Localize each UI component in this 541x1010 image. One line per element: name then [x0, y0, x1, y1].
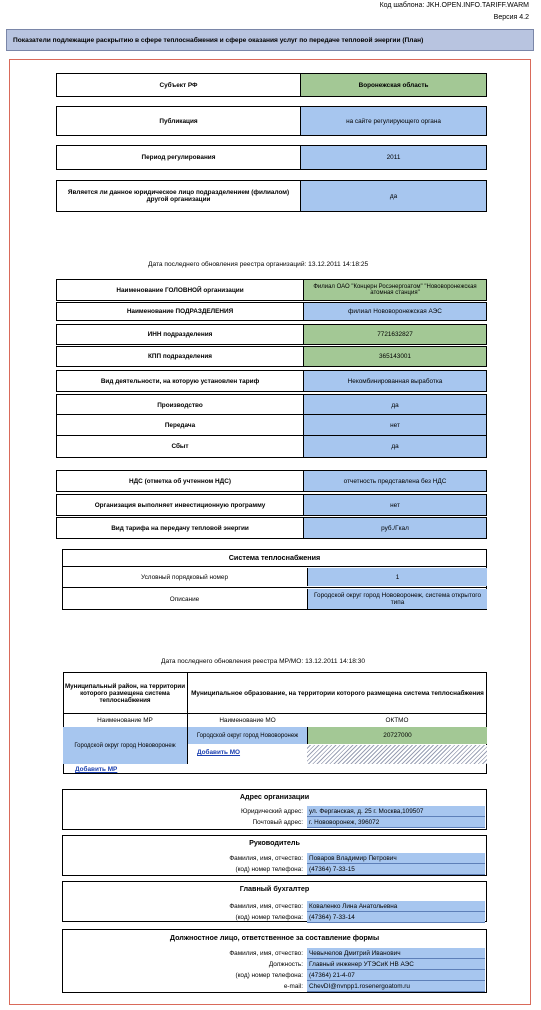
field-label: Субъект РФ: [57, 74, 301, 96]
field-label: Должность:: [268, 961, 303, 968]
field-value[interactable]: нет: [304, 415, 486, 435]
field-value[interactable]: нет: [304, 495, 486, 515]
field-tariff-type: [56, 517, 487, 539]
mo-registry-update-note: Дата последнего обновления реестра МР/МО: 13.12.2011 14:18:30: [161, 658, 366, 665]
field-value[interactable]: Коваленко Лина Анатольевна: [307, 901, 485, 912]
field-vat: [56, 470, 487, 492]
field-value[interactable]: 2011: [301, 146, 486, 169]
field-label: Фамилия, имя, отчество:: [229, 950, 303, 957]
heat-system-title: Система теплоснабжения: [228, 553, 321, 562]
field-value[interactable]: (47364) 7-33-14: [307, 912, 485, 923]
field-value[interactable]: 7721632827: [304, 325, 486, 344]
field-transfer: [56, 414, 487, 436]
field-label: НДС (отметка об учтенном НДС): [57, 471, 304, 491]
field-label: Сбыт: [57, 436, 304, 457]
field-label: Организация выполняет инвестиционную программу: [57, 495, 304, 515]
field-value[interactable]: Чевычелов Дмитрий Иванович: [307, 948, 485, 959]
field-value[interactable]: (47364) 7-33-15: [307, 864, 485, 875]
field-label: Наименование ГОЛОВНОЙ организации: [57, 280, 304, 300]
field-value[interactable]: г. Нововоронеж, 396072: [307, 817, 485, 828]
mo-name-column: Наименование МО: [219, 716, 276, 724]
field-label: Вид тарифа на передачу тепловой энергии: [57, 518, 304, 538]
oktmo-column: ОКТМО: [385, 716, 409, 724]
field-value[interactable]: Воронежская область: [301, 74, 486, 96]
field-label: Период регулирования: [57, 146, 301, 169]
add-mr-link[interactable]: Добавить МР: [75, 766, 118, 773]
accountant-title: Главный бухгалтер: [239, 884, 310, 893]
field-subdivision: [56, 302, 487, 321]
field-production: [56, 394, 487, 416]
responsible-title: Должностное лицо, ответственное за составление формы: [169, 933, 380, 942]
field-label: ИНН подразделения: [57, 325, 304, 344]
template-code: Код шаблона: JKH.OPEN.INFO.TARIFF.WARM: [379, 2, 529, 9]
divider: [62, 566, 487, 567]
field-sales: [56, 435, 487, 458]
field-publication: [56, 106, 487, 136]
field-value[interactable]: ChevDI@nvnpp1.rosenergoatom.ru: [307, 981, 485, 992]
field-value[interactable]: филиал Нововоронежская АЭС: [304, 303, 486, 320]
field-label: Почтовый адрес:: [252, 819, 303, 826]
field-label: Передача: [57, 415, 304, 435]
field-label: Фамилия, имя, отчество:: [229, 855, 303, 862]
field-value[interactable]: да: [304, 395, 486, 415]
field-value[interactable]: Некомбинированная выработка: [304, 371, 486, 391]
field-head-org: [56, 279, 487, 301]
page-title: Показатели подлежащие раскрытию в сфере теплоснабжения и сфере оказания услуг по передаче тепловой энергии (План): [6, 29, 534, 51]
field-region: [56, 73, 487, 97]
field-label: Является ли данное юридическое лицо подразделением (филиалом) другой организации: [57, 181, 301, 211]
field-activity: [56, 370, 487, 392]
field-label: (код) номер телефона:: [235, 972, 303, 979]
field-inn: [56, 324, 487, 345]
field-value[interactable]: ул. Ферганская, д. 25 г. Москва,109507: [307, 806, 485, 817]
add-mo-link[interactable]: Добавить МО: [197, 749, 241, 756]
field-period: [56, 145, 487, 170]
field-label: (код) номер телефона:: [235, 914, 303, 921]
registry-update-note: Дата последнего обновления реестра организаций: 13.12.2011 14:18:25: [148, 261, 369, 268]
mr-name-column: Наименование МР: [97, 716, 153, 724]
divider: [62, 587, 487, 588]
field-is-branch: [56, 180, 487, 212]
oktmo-value[interactable]: 20727000: [307, 727, 487, 744]
mo-value[interactable]: Городской округ город Нововоронеж: [188, 727, 307, 744]
field-value[interactable]: (47364) 21-4-07: [307, 970, 485, 981]
field-label: Юридический адрес:: [240, 808, 303, 815]
mo-header: Муниципальное образование, на территории которого размещена система теплоснабжения: [191, 689, 484, 697]
field-label: Производство: [57, 395, 304, 415]
field-label: Условный порядковый номер: [140, 573, 229, 581]
field-label: Вид деятельности, на которую установлен тариф: [57, 371, 304, 391]
director-title: Руководитель: [249, 838, 300, 847]
field-value[interactable]: на сайте регулирующего органа: [301, 107, 486, 135]
field-value[interactable]: 365143001: [304, 347, 486, 366]
field-value[interactable]: Филиал ОАО "Концерн Росэнергоатом" "Нововоронежская атомная станция": [304, 280, 486, 300]
field-value[interactable]: 1: [307, 568, 487, 586]
field-value[interactable]: руб./Гкал: [304, 518, 486, 538]
field-kpp: [56, 346, 487, 367]
version-label: Версия 4.2: [493, 14, 529, 21]
field-value[interactable]: Поваров Владимир Петрович: [307, 853, 485, 864]
field-value[interactable]: Городской округ город Нововоронеж, система открытого типа: [307, 589, 487, 609]
field-value[interactable]: да: [304, 436, 486, 457]
field-label: Публикация: [57, 107, 301, 135]
mr-header: Муниципальный район, на территории которого размещена система теплоснабжения: [64, 682, 186, 704]
field-label: Фамилия, имя, отчество:: [229, 903, 303, 910]
hatched-area: [307, 745, 487, 764]
address-title: Адрес организации: [239, 792, 310, 801]
field-value[interactable]: отчетность представлена без НДС: [304, 471, 486, 491]
field-investment: [56, 494, 487, 516]
mr-value[interactable]: Городской округ город Нововоронеж: [63, 727, 187, 764]
field-label: Описание: [169, 595, 200, 603]
field-value[interactable]: да: [301, 181, 486, 211]
field-label: КПП подразделения: [57, 347, 304, 366]
field-label: (код) номер телефона:: [235, 866, 303, 873]
field-label: e-mail:: [283, 983, 303, 990]
field-label: Наименование ПОДРАЗДЕЛЕНИЯ: [57, 303, 304, 320]
field-value[interactable]: Главный инженер УТЭСиК НВ АЭС: [307, 959, 485, 970]
